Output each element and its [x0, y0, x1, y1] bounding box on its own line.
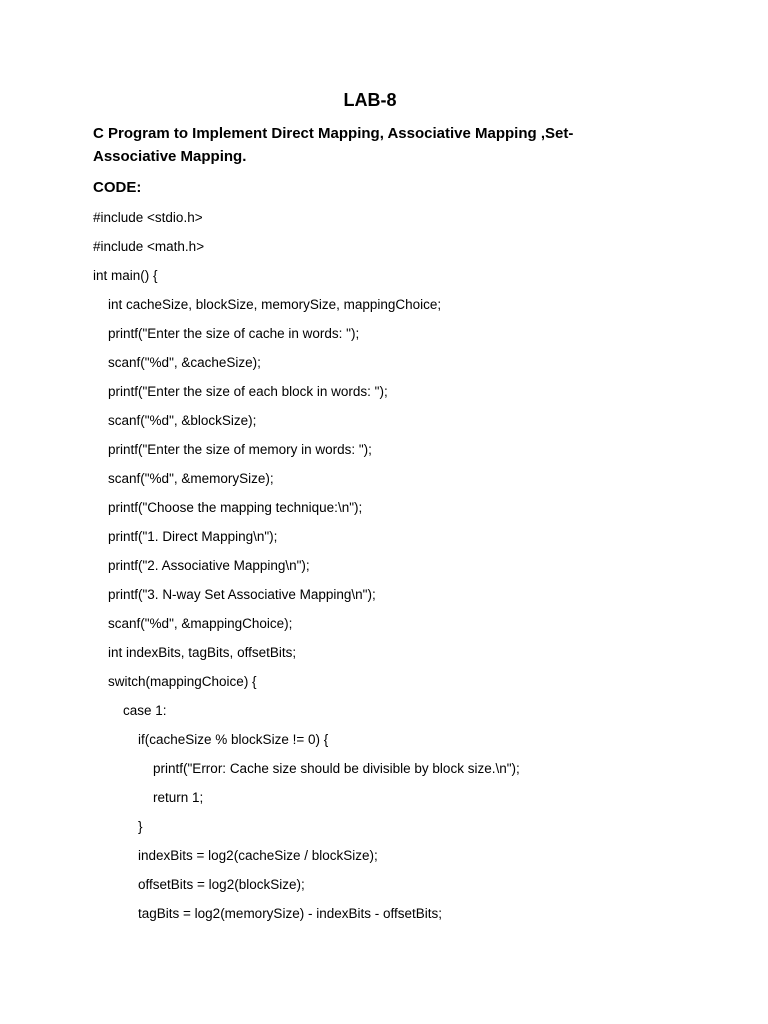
code-line: printf("Enter the size of memory in words: ");	[93, 442, 372, 457]
code-line: offsetBits = log2(blockSize);	[93, 877, 305, 892]
code-line: }	[93, 819, 143, 834]
code-line: printf("2. Associative Mapping\n");	[93, 558, 310, 573]
code-line: int cacheSize, blockSize, memorySize, mappingChoice;	[93, 297, 442, 312]
lab-title: LAB-8	[343, 90, 397, 110]
code-line: scanf("%d", &mappingChoice);	[93, 616, 293, 631]
code-line: scanf("%d", &memorySize);	[93, 471, 274, 486]
program-heading-line-1: C Program to Implement Direct Mapping, Associative Mapping ,Set-	[93, 125, 574, 142]
code-line: #include <stdio.h>	[93, 210, 203, 225]
code-line: if(cacheSize % blockSize != 0) {	[93, 732, 329, 747]
code-line: tagBits = log2(memorySize) - indexBits - offsetBits;	[93, 906, 442, 921]
code-line: int main() {	[93, 268, 158, 283]
code-line: printf("Enter the size of each block in words: ");	[93, 384, 388, 399]
code-line: printf("3. N-way Set Associative Mapping\n");	[93, 587, 376, 602]
code-line: case 1:	[93, 703, 167, 718]
code-line: scanf("%d", &blockSize);	[93, 413, 257, 428]
code-line: printf("Error: Cache size should be divisible by block size.\n");	[93, 761, 520, 776]
code-line: return 1;	[93, 790, 204, 805]
code-line: scanf("%d", &cacheSize);	[93, 355, 261, 370]
program-heading-line-2: Associative Mapping.	[93, 148, 247, 165]
code-label: CODE:	[93, 179, 142, 196]
code-line: printf("Choose the mapping technique:\n");	[93, 500, 363, 515]
code-line: indexBits = log2(cacheSize / blockSize);	[93, 848, 378, 863]
code-line: switch(mappingChoice) {	[93, 674, 257, 689]
code-line: int indexBits, tagBits, offsetBits;	[93, 645, 297, 660]
code-listing	[93, 208, 713, 933]
code-line: printf("1. Direct Mapping\n");	[93, 529, 278, 544]
code-line: #include <math.h>	[93, 239, 205, 254]
code-line: printf("Enter the size of cache in words: ");	[93, 326, 360, 341]
